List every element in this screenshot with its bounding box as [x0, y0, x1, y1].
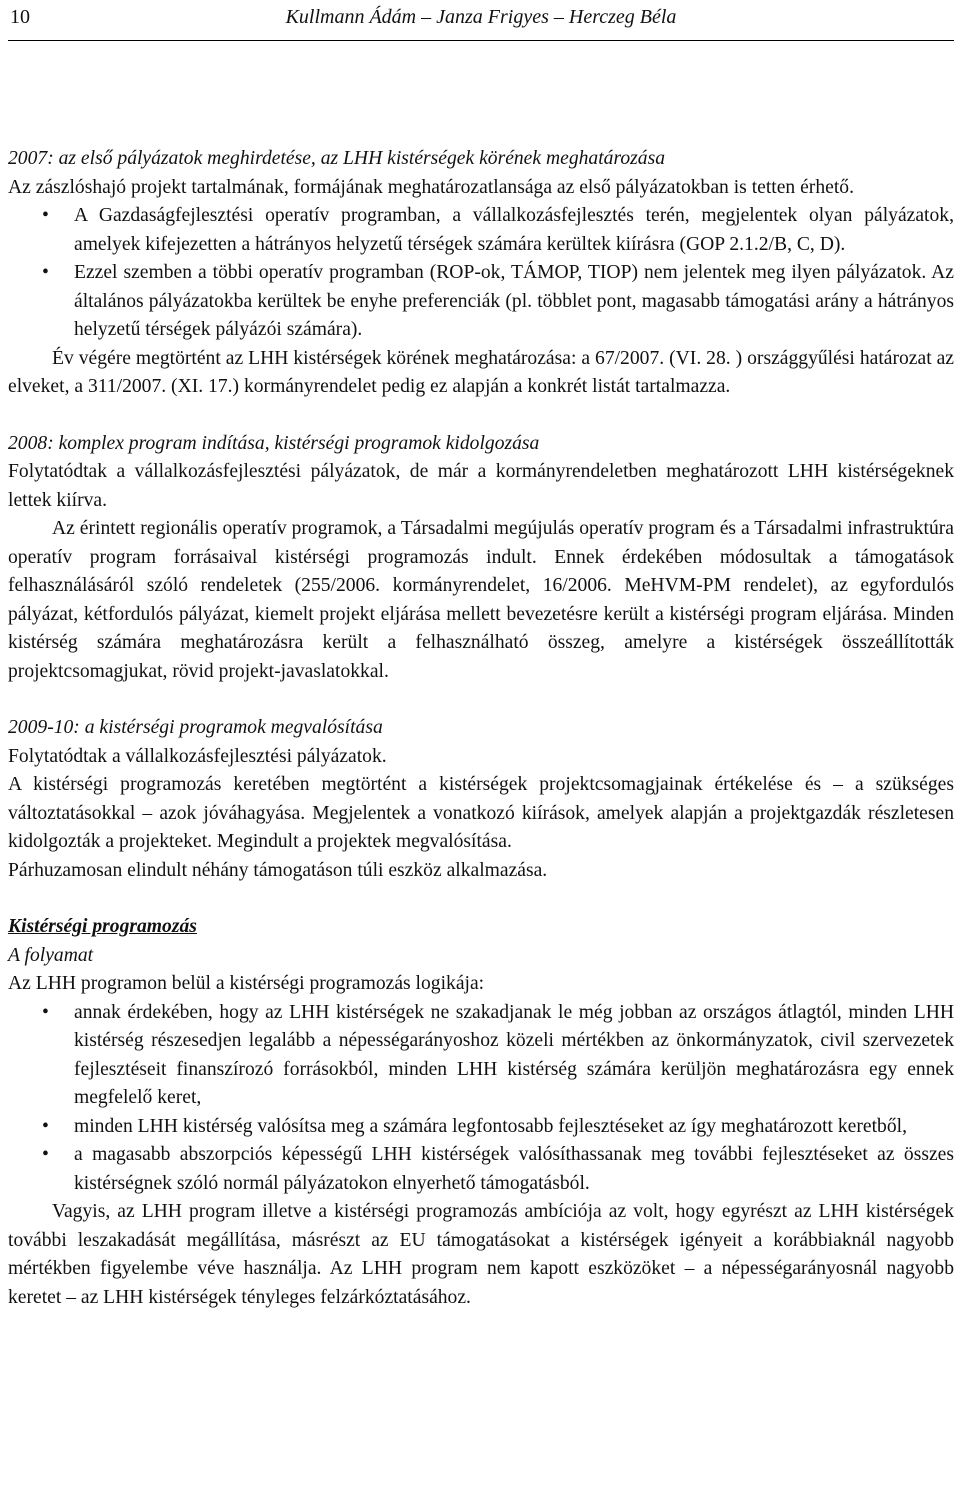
list-item	[8, 999, 954, 1113]
paragraph-2007-closing: Év végére megtörtént az LHH kistérségek körének meghatározása: a 67/2007. (VI. 28. ) országgyűlési határozat az elveket, a 311/2007. (XI. 17.) kormányrendelet pedig ez alapján a konkrét listát tartalmazza.	[8, 347, 954, 397]
bullet-icon	[42, 1113, 49, 1142]
document-body	[8, 145, 954, 1312]
list-item-text: Ezzel szemben a többi operatív programban (ROP-ok, TÁMOP, TIOP) nem jelentek meg ilyen pályázatok. Az általános pályázatokba kerültek be enyhe preferenciák (pl. többlet pont, magasabb támogatási arány a hátrányos helyzetű térségek pályázói számára).	[74, 262, 954, 340]
paragraph-2009-3: Párhuzamosan elindult néhány támogatáson túli eszköz alkalmazása.	[8, 859, 548, 881]
list-item-text: annak érdekében, hogy az LHH kistérségek ne szakadjanak le még jobban az országos átlagtól, minden LHH kistérség részesedjen legalább a népességarányoshoz közeli mértékben az önkormányzatok, civil szervezetek fejlesztéseit finanszírozó forrásokból, minden LHH kistérség számára kerüljön meghatározásra egy ennek megfelelő keret,	[74, 1001, 954, 1108]
section-heading-2009: 2009-10: a kistérségi programok megvalósítása	[8, 717, 383, 738]
bullet-list-2007	[8, 202, 954, 345]
list-item	[8, 202, 954, 259]
list-item	[8, 1141, 954, 1198]
bullet-list-kisterseg	[8, 999, 954, 1199]
bullet-icon	[42, 259, 49, 288]
section-heading-2007: 2007: az első pályázatok meghirdetése, az LHH kistérségek körének meghatározása	[8, 148, 665, 169]
subheading-folyamat: A folyamat	[8, 944, 94, 966]
list-item-text: A Gazdaságfejlesztési operatív programban, a vállalkozásfejlesztés terén, megjelentek olyan pályázatok, amelyek kifejezetten a hátrányos helyzetű térségek számára kerültek kiírásra (GOP 2.1.2/B, C, D).	[74, 205, 954, 255]
bullet-icon	[42, 999, 49, 1028]
page-header	[8, 0, 954, 41]
list-item	[8, 1113, 954, 1142]
list-item-text: a magasabb abszorpciós képességű LHH kistérségek valósíthassanak meg további fejlesztéseket az összes kistérségnek szóló normál pályázatokon elnyerhető támogatásból.	[74, 1144, 954, 1194]
paragraph-2009-1: Folytatódtak a vállalkozásfejlesztési pályázatok.	[8, 745, 387, 767]
list-item-text: minden LHH kistérség valósítsa meg a számára legfontosabb fejlesztéseket az így meghatározott keretből,	[74, 1115, 907, 1137]
paragraph-2007-intro: Az zászlóshajó projekt tartalmának, formájának meghatározatlansága az első pályázatokban is tetten érhető.	[8, 176, 854, 198]
page-number: 10	[10, 6, 30, 28]
section-heading-2008: 2008: komplex program indítása, kistérségi programok kidolgozása	[8, 432, 540, 454]
paragraph-kisterseg-closing: Vagyis, az LHH program illetve a kistérségi programozás ambíciója az volt, hogy egyrészt az LHH kistérségek további leszakadását megállítása, másrészt az EU támogatásokat a kistérségek igényeit a korábbiaknál nagyobb mértékben figyelembe véve használja. Az LHH program nem kapott eszközöket – a népességarányosnál nagyobb keretet – az LHH kistérségek tényleges felzárkóztatásához.	[8, 1201, 954, 1308]
paragraph-kisterseg-intro: Az LHH programon belül a kistérségi programozás logikája:	[8, 973, 485, 994]
bullet-icon	[42, 1141, 49, 1170]
bullet-icon	[42, 202, 49, 231]
section-heading-kisterseg: Kistérségi programozás	[8, 916, 197, 937]
paragraph-2009-2: A kistérségi programozás keretében megtörtént a kistérségek projektcsomagjainak értékelése és – a szükséges változtatásokkal – azok jóváhagyása. Megjelentek a vonatkozó kiírások, amelyek alapján a projektgazdák részletesen kidolgozták a projekteket. Megindult a projektek megvalósítása.	[8, 774, 954, 852]
list-item	[8, 259, 954, 345]
running-title: Kullmann Ádám – Janza Frigyes – Herczeg Béla	[285, 6, 677, 28]
paragraph-2008-2: Az érintett regionális operatív programok, a Társadalmi megújulás operatív program és a Társadalmi infrastruktúra operatív program forrásaival kistérségi programozás indult. Ennek érdekében módosultak a támogatások felhasználásáról szóló rendeletek (255/2006. kormányrendelet, 16/2006. MeHVM-PM rendelet), az egyfordulós pályázat, kétfordulós pályázat, kiemelt projekt eljárása mellett bevezetésre került a kistérségi program eljárása. Minden kistérség számára meghatározásra került a felhasználható összeg, amelyre a kistérségek összeállították projektcsomagjukat, rövid projekt-javaslatokkal.	[8, 518, 954, 682]
paragraph-2008-1: Folytatódtak a vállalkozásfejlesztési pályázatok, de már a kormányrendeletben meghatározott LHH kistérségeknek lettek kiírva.	[8, 461, 954, 511]
